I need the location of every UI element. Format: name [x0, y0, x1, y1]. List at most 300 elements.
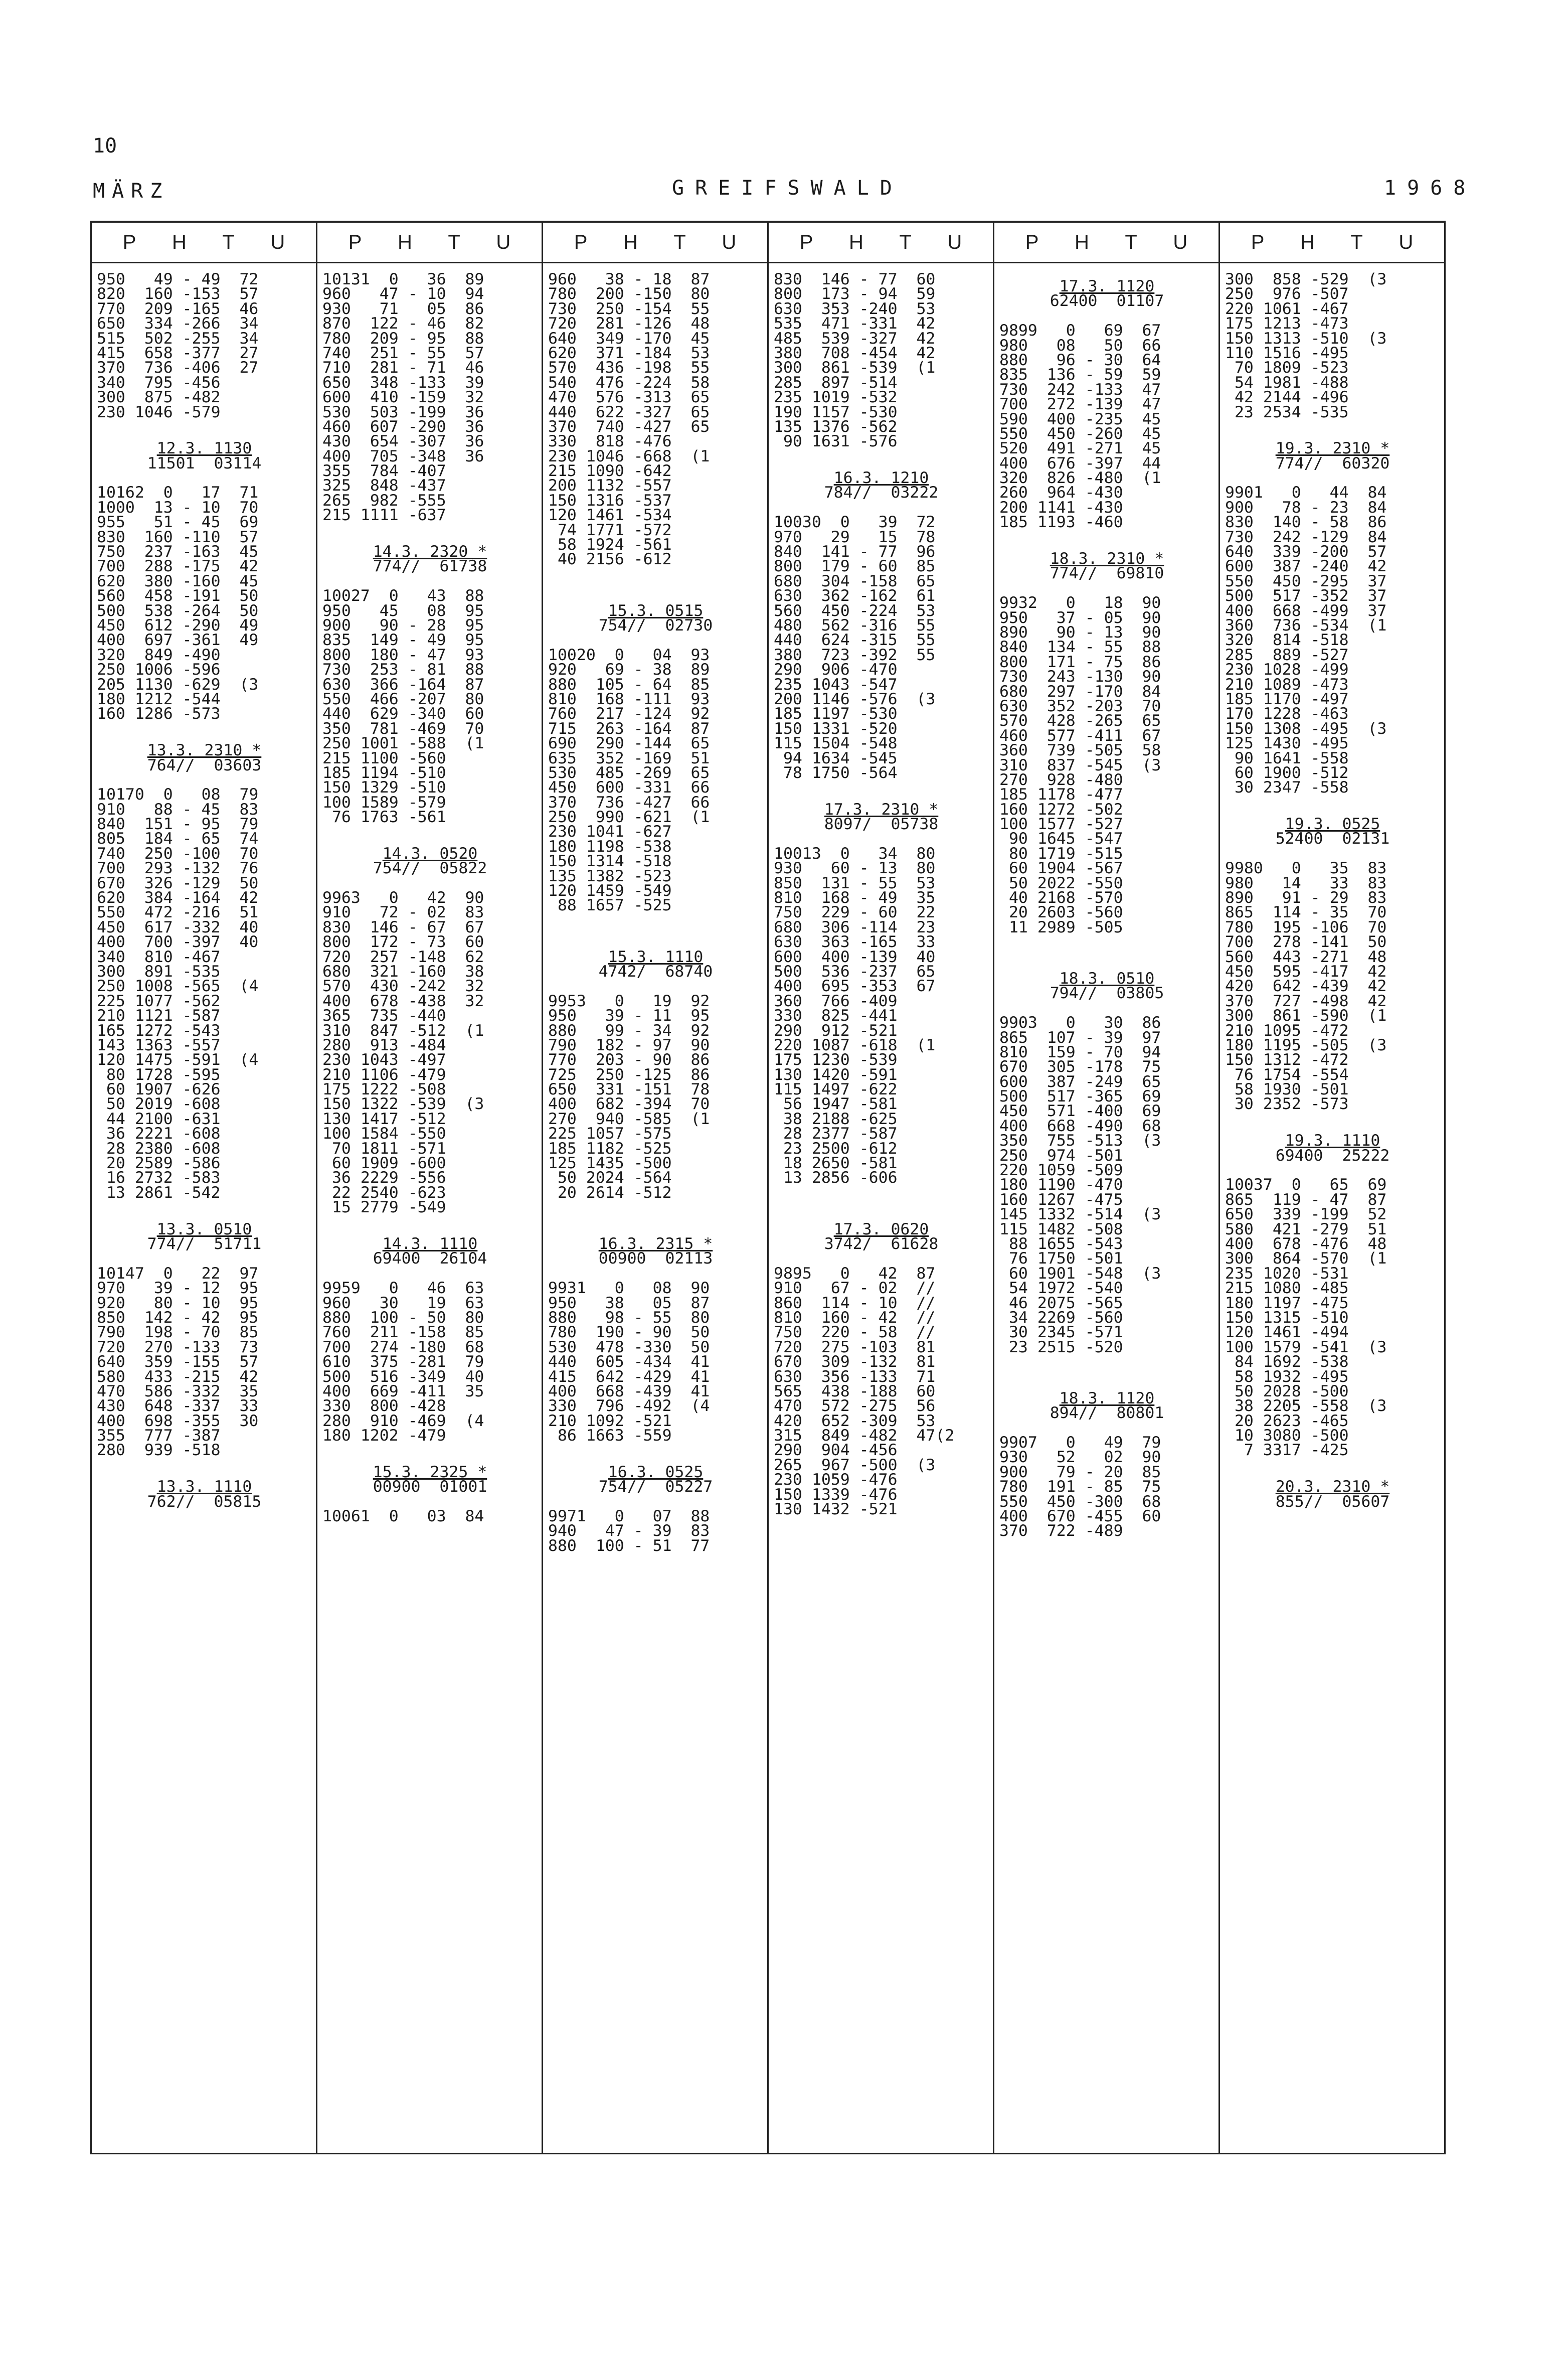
observation-heading: 20.3. 2310 * [1275, 1478, 1390, 1496]
table-row: 23 2534 -535 [1225, 403, 1349, 421]
table-row: 185 1193 -460 [999, 513, 1123, 532]
table-row: 280 913 -484 [322, 1036, 446, 1054]
table-row: 550 472 -216 51 [97, 903, 259, 922]
table-row: 400 668 -439 41 [548, 1382, 710, 1400]
table-row: 290 912 -521 [774, 1021, 898, 1040]
spacer [97, 1200, 312, 1215]
observation-heading: 17.3. 2310 * [824, 800, 939, 819]
table-row: 86 1663 -559 [548, 1427, 672, 1445]
table-row: 250 990 -621 (1 [548, 808, 710, 827]
table-row: 840 141 - 77 96 [774, 543, 936, 561]
table-row: 315 849 -482 47(2 [774, 1427, 955, 1445]
table-row: 630 356 -133 71 [774, 1367, 936, 1386]
table-row: 400 670 -455 60 [999, 1507, 1161, 1526]
table-row: 650 339 -199 52 [1225, 1205, 1387, 1224]
table-row: 460 607 -290 36 [322, 417, 484, 436]
table-row: 100 1584 -550 [322, 1125, 446, 1143]
observation-heading: 15.3. 0515 [608, 601, 704, 620]
table-row: 800 171 - 75 86 [999, 653, 1161, 671]
table-row: 500 517 -352 37 [1225, 587, 1387, 605]
table-row: 250 976 -507 [1225, 285, 1349, 303]
table-row: 60 1901 -548 (3 [999, 1264, 1161, 1283]
table-row: 790 182 - 97 90 [548, 1036, 710, 1054]
table-row: 500 536 -237 65 [774, 962, 936, 981]
table-row: 485 539 -327 42 [774, 329, 936, 348]
column-header-label: H [171, 231, 187, 253]
table-row: 680 321 -160 38 [322, 962, 484, 981]
table-row: 610 375 -281 79 [322, 1353, 484, 1371]
table-row: 150 1315 -510 [1225, 1308, 1349, 1327]
table-row: 880 100 - 51 77 [548, 1536, 710, 1555]
table-row: 810 168 - 49 35 [774, 889, 936, 907]
table-row: 115 1504 -548 [774, 734, 898, 753]
table-row: 730 243 -130 90 [999, 668, 1161, 686]
spacer [999, 530, 1214, 545]
table-row: 60 1907 -626 [97, 1080, 221, 1099]
table-row: 450 617 -332 40 [97, 918, 259, 936]
table-row: 40 2156 -612 [548, 550, 672, 569]
table-row: 320 814 -518 [1225, 631, 1349, 650]
table-row: 200 1132 -557 [548, 477, 672, 495]
table-row: 930 60 - 13 80 [774, 859, 936, 878]
column-header-label: H [623, 231, 638, 253]
table-row: 400 678 -476 48 [1225, 1235, 1387, 1253]
table-row: 500 516 -349 40 [322, 1367, 484, 1386]
observation-code: 52400 02131 [1275, 830, 1390, 848]
table-row: 420 652 -309 53 [774, 1411, 936, 1430]
spacer [97, 1458, 312, 1473]
column-header-label: P [122, 231, 136, 253]
table-row: 930 71 05 86 [322, 299, 484, 318]
table-row: 400 676 -397 44 [999, 454, 1161, 473]
column-header-label: H [848, 231, 863, 253]
table-row: 280 910 -469 (4 [322, 1411, 484, 1430]
observation-code: 855// 05607 [1275, 1492, 1390, 1511]
observation-code: 774// 61738 [373, 557, 487, 576]
observation-heading: 15.3. 1110 [608, 948, 704, 966]
table-row: 430 648 -337 33 [97, 1397, 259, 1415]
table-row: 210 1095 -472 [1225, 1021, 1349, 1040]
table-row: 210 1106 -479 [322, 1065, 446, 1084]
table-row: 450 595 -417 42 [1225, 962, 1387, 981]
column-header-label: T [448, 231, 460, 253]
table-row: 220 1061 -467 [1225, 299, 1349, 318]
table-row: 980 08 50 66 [999, 336, 1161, 355]
table-row: 50 2019 -608 [97, 1095, 221, 1114]
table-row: 215 1090 -642 [548, 462, 672, 481]
table-row: 210 1092 -521 [548, 1411, 672, 1430]
table-row: 370 722 -489 [999, 1522, 1123, 1540]
spacer [1225, 796, 1440, 810]
table-row: 560 443 -271 48 [1225, 948, 1387, 966]
table-row: 54 1972 -540 [999, 1279, 1123, 1298]
spacer [1225, 1112, 1440, 1127]
table-row: 630 362 -162 61 [774, 587, 936, 605]
column-header-label: T [1125, 231, 1137, 253]
observation-code: 69400 25222 [1275, 1146, 1390, 1165]
table-row: 190 1157 -530 [774, 403, 898, 421]
observation-code: 754// 02730 [598, 616, 713, 635]
table-row: 9907 0 49 79 [999, 1434, 1161, 1452]
table-row: 58 1930 -501 [1225, 1080, 1349, 1099]
table-row: 230 1046 -579 [97, 403, 221, 421]
column-header-label: H [1300, 231, 1315, 253]
table-row: 400 695 -353 67 [774, 977, 936, 996]
table-row: 300 861 -539 (1 [774, 359, 936, 377]
table-row: 700 272 -139 47 [999, 395, 1161, 414]
table-row: 9895 0 42 87 [774, 1264, 936, 1283]
observation-code: 784// 03222 [824, 484, 939, 502]
table-row: 115 1497 -622 [774, 1080, 898, 1099]
table-row: 10013 0 34 80 [774, 844, 936, 863]
table-row: 450 571 -400 69 [999, 1102, 1161, 1121]
table-row: 160 1286 -573 [97, 705, 221, 723]
table-row: 800 180 - 47 93 [322, 646, 484, 664]
column-header [769, 223, 993, 263]
observation-code: 69400 26104 [373, 1249, 487, 1268]
table-row: 720 275 -103 81 [774, 1338, 936, 1356]
table-row: 370 736 -406 27 [97, 359, 259, 377]
table-row: 370 727 -498 42 [1225, 992, 1387, 1010]
table-row: 370 740 -427 65 [548, 417, 710, 436]
table-row: 120 1461 -494 [1225, 1323, 1349, 1342]
table-row: 400 705 -348 36 [322, 447, 484, 465]
table-row: 200 1146 -576 (3 [774, 690, 936, 708]
table-row: 28 2380 -608 [97, 1139, 221, 1158]
table-row: 60 1900 -512 [1225, 763, 1349, 782]
table-row: 125 1435 -500 [548, 1154, 672, 1173]
table-row: 700 288 -175 42 [97, 557, 259, 576]
table-row: 730 242 -133 47 [999, 380, 1161, 399]
table-row: 38 2205 -558 (3 [1225, 1397, 1387, 1415]
table-row: 830 146 - 77 60 [774, 270, 936, 288]
column-header-label: U [496, 231, 511, 253]
table-row: 950 49 - 49 72 [97, 270, 259, 288]
table-row: 285 897 -514 [774, 373, 898, 392]
table-row: 950 37 - 05 90 [999, 608, 1161, 627]
table-row: 910 67 - 02 // [774, 1279, 936, 1298]
table-row: 235 1043 -547 [774, 675, 898, 694]
table-row: 30 2347 -558 [1225, 778, 1349, 797]
table-row: 680 304 -158 65 [774, 572, 936, 590]
table-row: 650 348 -133 39 [322, 373, 484, 392]
table-row: 640 339 -200 57 [1225, 543, 1387, 561]
table-row: 440 605 -434 41 [548, 1353, 710, 1371]
table-row: 650 334 -266 34 [97, 314, 259, 333]
table-row: 225 1077 -562 [97, 992, 221, 1010]
table-column [1218, 223, 1444, 2153]
spacer [999, 1370, 1214, 1384]
table-row: 570 436 -198 55 [548, 359, 710, 377]
table-row: 58 1932 -495 [1225, 1367, 1349, 1386]
table-row: 250 1008 -565 (4 [97, 977, 259, 996]
table-row: 120 1475 -591 (4 [97, 1051, 259, 1069]
table-row: 400 682 -394 70 [548, 1095, 710, 1114]
spacer [774, 449, 989, 464]
table-row: 740 251 - 55 57 [322, 344, 484, 362]
table-row: 54 1981 -488 [1225, 373, 1349, 392]
table-row: 30 2352 -573 [1225, 1095, 1349, 1114]
spacer [548, 567, 763, 582]
table-row: 550 450 -295 37 [1225, 572, 1387, 590]
column-header-label: P [348, 231, 362, 253]
table-row: 9953 0 19 92 [548, 992, 710, 1010]
observation-code: 794// 03805 [1050, 984, 1164, 1003]
spacer [1225, 1458, 1440, 1473]
table-row: 180 1195 -505 (3 [1225, 1036, 1387, 1054]
table-row: 165 1272 -543 [97, 1021, 221, 1040]
table-row: 18 2650 -581 [774, 1154, 898, 1173]
table-row: 58 1924 -561 [548, 536, 672, 554]
table-row: 470 576 -313 65 [548, 388, 710, 407]
table-row: 250 1001 -588 (1 [322, 734, 484, 753]
table-row: 930 52 02 90 [999, 1448, 1161, 1467]
table-row: 550 466 -207 80 [322, 690, 484, 708]
table-row: 160 1272 -502 [999, 800, 1123, 819]
table-row: 710 281 - 71 46 [322, 359, 484, 377]
table-row: 670 309 -132 81 [774, 1353, 936, 1371]
table-row: 800 173 - 94 59 [774, 285, 936, 303]
table-row: 860 114 - 10 // [774, 1294, 936, 1312]
table-row: 185 1197 -530 [774, 705, 898, 723]
table-row: 450 612 -290 49 [97, 616, 259, 635]
table-row: 10 3080 -500 [1225, 1427, 1349, 1445]
table-row: 76 1750 -501 [999, 1249, 1123, 1268]
table-row: 600 410 -159 32 [322, 388, 484, 407]
table-row: 10147 0 22 97 [97, 1264, 259, 1283]
table-row: 480 562 -316 55 [774, 616, 936, 635]
table-row: 9903 0 30 86 [999, 1014, 1161, 1032]
table-row: 150 1308 -495 (3 [1225, 719, 1387, 738]
table-row: 220 1059 -509 [999, 1161, 1123, 1180]
table-column [767, 223, 993, 2153]
table-row: 90 1641 -558 [1225, 749, 1349, 767]
table-row: 630 353 -240 53 [774, 299, 936, 318]
observation-heading: 16.3. 1210 [833, 469, 929, 488]
table-row: 15 2779 -549 [322, 1198, 446, 1217]
observation-heading: 14.3. 2320 * [373, 543, 487, 561]
column-header-label: T [222, 231, 235, 253]
table-row: 750 237 -163 45 [97, 543, 259, 561]
table-row: 960 38 - 18 87 [548, 270, 710, 288]
station-title: GREIFSWALD [672, 177, 903, 200]
table-row: 10170 0 08 79 [97, 785, 259, 804]
spacer [97, 420, 312, 434]
table-row: 680 297 -170 84 [999, 682, 1161, 701]
table-row: 415 642 -429 41 [548, 1367, 710, 1386]
table-row: 180 1212 -544 [97, 690, 221, 708]
table-row: 360 736 -534 (1 [1225, 616, 1387, 635]
table-column [542, 223, 767, 2153]
observation-heading: 14.3. 0520 [382, 844, 478, 863]
column-header-label: P [799, 231, 813, 253]
spacer [548, 913, 763, 928]
table-row: 590 400 -235 45 [999, 410, 1161, 428]
table-row: 200 1141 -430 [999, 498, 1123, 517]
column-header-label: T [673, 231, 686, 253]
table-row: 920 80 - 10 95 [97, 1294, 259, 1312]
observation-heading: 13.3. 1110 [156, 1478, 252, 1496]
table-row: 730 250 -154 55 [548, 299, 710, 318]
table-row: 300 861 -590 (1 [1225, 1007, 1387, 1025]
table-row: 100 1589 -579 [322, 793, 446, 812]
table-row: 145 1332 -514 (3 [999, 1205, 1161, 1224]
table-row: 7 3317 -425 [1225, 1441, 1349, 1460]
table-row: 250 974 -501 [999, 1146, 1123, 1165]
table-row: 10162 0 17 71 [97, 484, 259, 502]
table-row: 90 1631 -576 [774, 432, 898, 451]
table-row: 635 352 -169 51 [548, 749, 710, 767]
table-row: 620 380 -160 45 [97, 572, 259, 590]
observation-heading: 16.3. 2315 * [598, 1235, 713, 1253]
table-row: 143 1363 -557 [97, 1036, 221, 1054]
table-row: 170 1228 -463 [1225, 705, 1349, 723]
table-row: 540 476 -224 58 [548, 373, 710, 392]
observation-code: 00900 01001 [373, 1478, 487, 1496]
table-row: 100 1577 -527 [999, 815, 1123, 834]
table-row: 420 642 -439 42 [1225, 977, 1387, 996]
table-row: 42 2144 -496 [1225, 388, 1349, 407]
table-row: 80 1719 -515 [999, 844, 1123, 863]
table-row: 300 875 -482 [97, 388, 221, 407]
table-row: 215 1111 -637 [322, 506, 446, 525]
table-row: 150 1313 -510 (3 [1225, 329, 1387, 348]
table-row: 920 69 - 38 89 [548, 661, 710, 679]
table-row: 450 600 -331 66 [548, 778, 710, 797]
table-row: 76 1763 -561 [322, 808, 446, 827]
column-header [317, 223, 542, 263]
observation-heading: 17.3. 1120 [1059, 277, 1155, 295]
table-row: 810 160 - 42 // [774, 1308, 936, 1327]
table-row: 205 1130 -629 (3 [97, 675, 259, 694]
table-column [993, 223, 1218, 2153]
column-header-label: U [1173, 231, 1188, 253]
observation-code: 62400 01107 [1050, 292, 1164, 310]
table-row: 175 1230 -539 [774, 1051, 898, 1069]
table-row: 130 1420 -591 [774, 1065, 898, 1084]
table-row: 220 1087 -618 (1 [774, 1036, 936, 1054]
table-row: 290 906 -470 [774, 661, 898, 679]
table-row: 1000 13 - 10 70 [97, 498, 259, 517]
table-row: 900 79 - 20 85 [999, 1463, 1161, 1481]
table-row: 630 352 -203 70 [999, 697, 1161, 715]
spacer [322, 1215, 538, 1230]
table-row: 725 250 -125 86 [548, 1065, 710, 1084]
column-header-label: P [1025, 231, 1039, 253]
table-row: 9932 0 18 90 [999, 594, 1161, 612]
table-row: 770 209 -165 46 [97, 299, 259, 318]
table-row: 150 1339 -476 [774, 1485, 898, 1504]
observation-code: 774// 51711 [147, 1235, 262, 1253]
table-row: 870 122 - 46 82 [322, 314, 484, 333]
table-row: 530 485 -269 65 [548, 763, 710, 782]
table-row: 84 1692 -538 [1225, 1353, 1349, 1371]
table-row: 440 624 -315 55 [774, 631, 936, 650]
table-row: 60 1904 -567 [999, 859, 1123, 878]
table-row: 185 1182 -525 [548, 1139, 672, 1158]
table-row: 780 209 - 95 88 [322, 329, 484, 348]
table-row: 520 491 -271 45 [999, 439, 1161, 458]
table-row: 22 2540 -623 [322, 1183, 446, 1202]
table-row: 185 1170 -497 [1225, 690, 1349, 708]
observation-heading: 19.3. 1110 [1285, 1132, 1380, 1150]
table-row: 9931 0 08 90 [548, 1279, 710, 1298]
table-row: 910 72 - 02 83 [322, 903, 484, 922]
table-row: 16 2732 -583 [97, 1169, 221, 1187]
table-row: 110 1516 -495 [1225, 344, 1349, 362]
table-row: 20 2589 -586 [97, 1154, 221, 1173]
table-row: 235 1019 -532 [774, 388, 898, 407]
month-label: MÄRZ [93, 180, 169, 203]
table-row: 570 430 -242 32 [322, 977, 484, 996]
table-row: 500 538 -264 50 [97, 601, 259, 620]
table-row: 580 433 -215 42 [97, 1367, 259, 1386]
table-row: 750 229 - 60 22 [774, 903, 936, 922]
table-row: 9963 0 42 90 [322, 889, 484, 907]
table-row: 535 471 -331 42 [774, 314, 936, 333]
table-row: 640 359 -155 57 [97, 1353, 259, 1371]
table-row: 600 387 -240 42 [1225, 557, 1387, 576]
column-header-label: U [722, 231, 737, 253]
table-row: 850 142 - 42 95 [97, 1308, 259, 1327]
spacer [97, 722, 312, 736]
table-row: 150 1322 -539 (3 [322, 1095, 484, 1114]
table-row: 690 290 -144 65 [548, 734, 710, 753]
spacer [999, 1355, 1214, 1369]
table-row: 340 810 -467 [97, 948, 221, 966]
table-row: 340 795 -456 [97, 373, 221, 392]
table-row: 800 172 - 73 60 [322, 933, 484, 952]
table-row: 280 939 -518 [97, 1441, 221, 1460]
table-row: 28 2377 -587 [774, 1125, 898, 1143]
table-row: 380 723 -392 55 [774, 646, 936, 664]
table-row: 120 1459 -549 [548, 882, 672, 900]
table-row: 400 668 -499 37 [1225, 601, 1387, 620]
table-row: 950 39 - 11 95 [548, 1007, 710, 1025]
column-header [1220, 223, 1444, 263]
table-row: 30 2345 -571 [999, 1323, 1123, 1342]
observation-code: 11501 03114 [147, 454, 262, 473]
table-row: 740 250 -100 70 [97, 844, 259, 863]
table-row: 790 198 - 70 85 [97, 1323, 259, 1342]
table-row: 670 305 -178 75 [999, 1058, 1161, 1076]
table-row: 630 366 -164 87 [322, 675, 484, 694]
table-row: 215 1080 -485 [1225, 1279, 1349, 1298]
table-row: 880 100 - 50 80 [322, 1308, 484, 1327]
table-row: 76 1754 -554 [1225, 1065, 1349, 1084]
table-row: 950 38 05 87 [548, 1294, 710, 1312]
spacer [999, 935, 1214, 950]
table-row: 44 2100 -631 [97, 1110, 221, 1128]
table-row: 36 2229 -556 [322, 1169, 446, 1187]
table-row: 56 1947 -581 [774, 1095, 898, 1114]
table-row: 78 1750 -564 [774, 763, 898, 782]
observation-code: 8097/ 05738 [824, 815, 939, 834]
table-row: 820 160 -153 57 [97, 285, 259, 303]
table-row: 34 2269 -560 [999, 1308, 1123, 1327]
table-row: 250 1006 -596 [97, 661, 221, 679]
page-number: 10 [93, 134, 117, 158]
table-row: 810 168 -111 93 [548, 690, 710, 708]
table-row: 135 1382 -523 [548, 867, 672, 885]
spacer [548, 1200, 763, 1215]
table-row: 970 39 - 12 95 [97, 1279, 259, 1298]
observation-heading: 16.3. 0525 [608, 1463, 704, 1481]
table-row: 850 131 - 55 53 [774, 874, 936, 892]
table-row: 50 2024 -564 [548, 1169, 672, 1187]
table-row: 325 848 -437 [322, 477, 446, 495]
year-label: 1968 [1384, 177, 1477, 200]
